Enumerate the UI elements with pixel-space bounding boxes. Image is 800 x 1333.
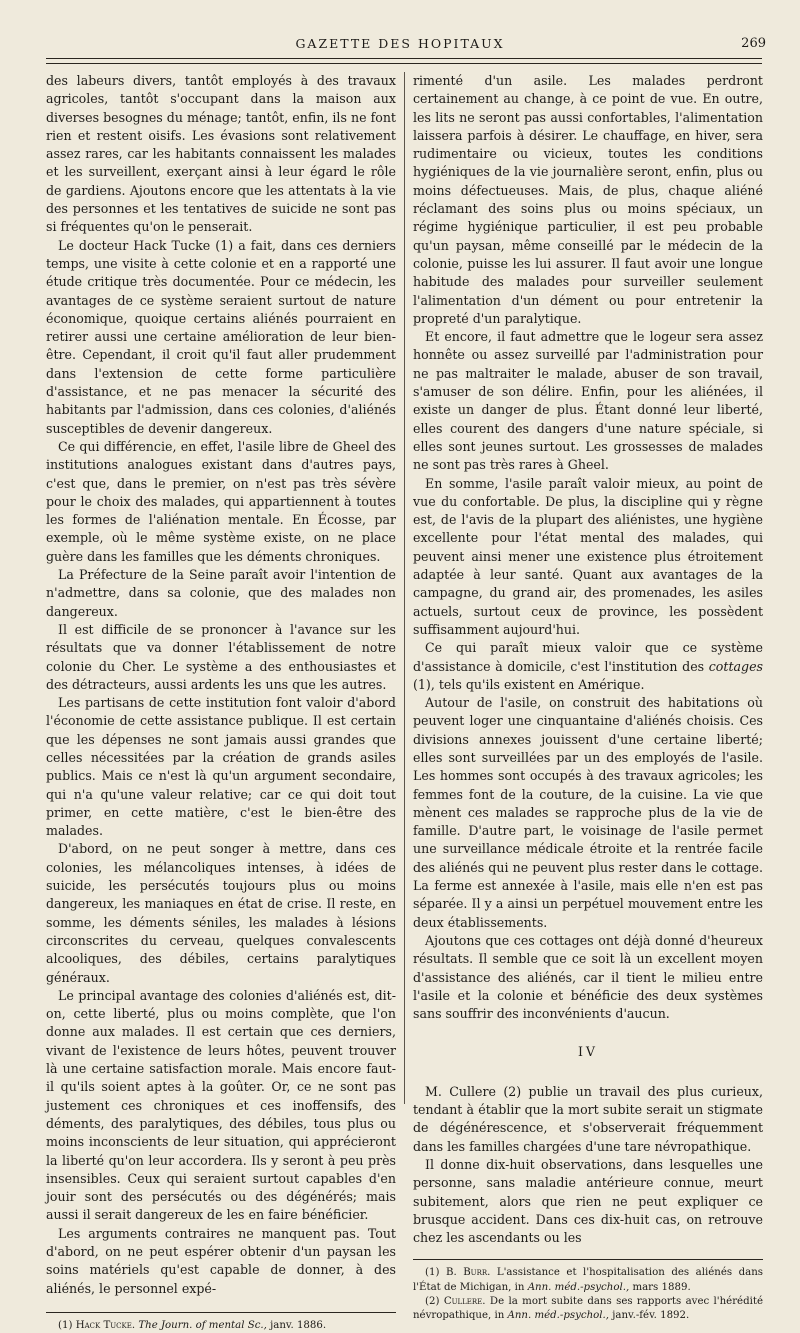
paragraph: Les partisans de cette institution font valoir d'abord l'économie de cette assistance publique. Il est certain que les dépenses ne sont jamais aussi grandes que celles nécessitées par la création de grands asiles publics. Mais ce n'est là qu'un argument secondaire, qui n'a qu'une valeur relative; car ce qui doit tout primer, en cette matière, c'est le bien-être des malades. <box>46 695 396 839</box>
footnote-author: B. Burr. <box>445 1267 491 1279</box>
running-head <box>0 36 800 56</box>
header-double-rule <box>46 58 762 64</box>
left-column <box>46 72 396 1333</box>
paragraph: Et encore, il faut admettre que le logeur sera assez honnête ou assez surveillé par l'administration pour ne pas maltraiter le malade, abuser de son travail, s'amuser de son délire. Enfin, pour les aliénées, il existe un danger de plus. Étant donné leur liberté, elles courent des dangers d'une nature spéciale, si elles sont jeunes surtout. Les grossesses de malades ne sont pas très rares à Gheel. <box>413 329 763 473</box>
footnote-marker: (1) <box>425 1267 440 1279</box>
paragraph: des labeurs divers, tantôt employés à des travaux agricoles, tantôt s'occupant dans la maison aux diverses besognes du ménage; tantôt, enfin, ils ne font rien et restent oisifs. Les évasions sont relativement assez rares, car les habitants connaissent les malades et les surveillent, exerçant ainsi à leur égard le rôle de gardiens. Ajoutons encore que les attentats à la vie des personnes et les tentatives de suicide ne sont pas si fréquentes qu'on le penserait. <box>46 73 396 235</box>
footnote-date: janv.-fév. 1892. <box>609 1310 690 1322</box>
running-title: GAZETTE DES HOPITAUX <box>295 36 505 51</box>
paragraph: M. Cullere (2) publie un travail des plus curieux, tendant à établir que la mort subite serait un stigmate de dégénérescence, et s'observerait fréquemment dans les familles chargées d'une tare névropathique. <box>413 1083 763 1154</box>
footnote-source: Ann. méd.-psychol., <box>507 1310 610 1322</box>
footnote-marker: (1) <box>58 1319 73 1331</box>
page-number: 269 <box>741 36 766 51</box>
paragraph: En somme, l'asile paraît valoir mieux, au point de vue du confortable. De plus, la discipline qui y règne est, de l'avis de la plupart des aliénistes, une hygiène excellente pour l'état mental des malades, qui peuvent ainsi mener une existence plus étroitement adaptée à leur santé. Quant aux avantages de la campagne, du grand air, des promenades, les asiles actuels, surtout ceux de province, les possèdent suffisamment aujourd'hui. <box>413 475 763 637</box>
italic-term: cottages <box>708 658 763 674</box>
footnotes <box>413 1266 763 1323</box>
footnote-text: De la mort subite dans ses rapports avec l'hérédité névropathique, in <box>413 1295 763 1322</box>
footnote-marker: (2) <box>425 1295 440 1307</box>
footnote-author: Cullere. <box>443 1295 486 1307</box>
paragraph: rimenté d'un asile. Les malades perdront certainement au change, à ce point de vue. En outre, les lits ne seront pas aussi confortables, l'alimentation laissera parfois à désirer. Le chauffage, en hiver, sera rudimentaire ou vicieux, toutes les conditions hygiéniques de la vie journalière seront, enfin, plus ou moins défectueuses. Mais, de plus, chaque aliéné réclamant des soins plus ou moins spéciaux, un régime hygiénique particulier, il est peu probable qu'un paysan, même conseillé par le médecin de la colonie, puisse les lui assurer. Il faut avoir une longue habitude des malades pour surveiller seulement l'alimentation d'un dément ou pour entretenir la propreté d'un paralytique. <box>413 73 763 326</box>
paragraph: Le principal avantage des colonies d'aliénés est, dit-on, cette liberté, plus ou moins complète, que l'on donne aux malades. Il est certain que ces derniers, vivant de l'existence de leurs hôtes, peuvent trouver là une certaine satisfaction morale. Mais encore faut-il qu'ils soient aptes à la goûter. Or, ce ne sont pas justement ces chroniques et ces inoffensifs, des déments, des paralytiques, des débiles, tous plus ou moins inconscients de leur situation, qui apprécieront la liberté qu'on leur accordera. Ils y seront à peu près insensibles. Ceux qui seraient surtout capables d'en jouir sont des persécutés ou des dégénérés; mais aussi il serait dangereux de les en faire bénéficier. <box>46 987 396 1223</box>
footnote <box>413 1295 763 1323</box>
footnote-rule <box>413 1259 763 1260</box>
footnote <box>413 1266 763 1294</box>
footnote-source: The Journ. of mental Sc., <box>138 1319 267 1331</box>
paragraph: Les arguments contraires ne manquent pas. Tout d'abord, on ne peut espérer obtenir d'un paysan les soins matériels qu'est capable de donner, à des aliénés, le personnel expé- <box>46 1225 396 1296</box>
paragraph: Il donne dix-huit observations, dans lesquelles une personne, sans maladie antérieure connue, meurt subitement, alors que rien ne peut expliquer ce brusque accident. Dans ces dix-huit cas, on retrouve chez les ascendants ou les <box>413 1156 763 1246</box>
footnote-text: L'assistance et l'hospitalisation des aliénés dans l'État de Michigan, in <box>413 1267 763 1293</box>
paragraph: D'abord, on ne peut songer à mettre, dans ces colonies, les mélancoliques intenses, à idées de suicide, les persécutés toujours plus ou moins dangereux, les maniaques en état de crise. Il reste, en somme, les déments séniles, les malades à lésions circonscrites du cerveau, quelques convalescents alcooliques, des débiles, certains paralytiques généraux. <box>46 841 396 985</box>
right-column <box>413 72 763 1323</box>
paragraph: Autour de l'asile, on construit des habitations où peuvent loger une cinquantaine d'aliénés choisis. Ces divisions annexes jouissent d'une certaine liberté; elles sont surveillées par un des employés de l'asile. Les hommes sont occupés à des travaux agricoles; les femmes font de la couture, de la cuisine. La vie que mènent ces malades se rapproche plus de la vie de famille. D'autre part, le voisinage de l'asile permet une surveillance médicale étroite et la rentrée facile des aliénés qui ne peuvent plus rester dans le cottage. La ferme est annexée à l'asile, mais elle n'en est pas séparée. Il y a ainsi un perpétuel mouvement entre les deux établissements. <box>413 695 763 930</box>
footnote-rule <box>46 1312 396 1313</box>
footnote-date: mars 1889. <box>629 1281 691 1293</box>
footnote-author: Hack Tucke. <box>75 1319 136 1331</box>
paragraph <box>413 639 763 694</box>
footnote-date: janv. 1886. <box>270 1319 327 1331</box>
footnotes <box>46 1319 396 1333</box>
paragraph-text: (1), tels qu'ils existent en Amérique. <box>413 676 645 692</box>
column-divider <box>404 72 405 1104</box>
paragraph: Le docteur Hack Tucke (1) a fait, dans ces derniers temps, une visite à cette colonie et en a rapporté une étude critique très documentée. Pour ce médecin, les avantages de ce système seraient surtout de nature économique, quoique certains aliénés pourraient en retirer aussi une certaine amélioration de leur bien-être. Cependant, il croit qu'il faut aller prudemment dans l'extension de cette forme particulière d'assistance, et ne pas menacer la sécurité des habitants par l'admission, dans ces colonies, d'aliénés susceptibles de devenir dangereux. <box>46 237 396 436</box>
paragraph: Ce qui différencie, en effet, l'asile libre de Gheel des institutions analogues existant dans d'autres pays, c'est que, dans le premier, on n'est pas très sévère pour le choix des malades, qui appartiennent à toutes les formes de l'aliénation mentale. En Écosse, par exemple, où le même système existe, on ne place guère dans les familles que les déments chroniques. <box>46 438 396 564</box>
footnote-source: Ann. méd.-psychol., <box>527 1281 630 1293</box>
footnote <box>46 1319 396 1333</box>
paragraph: La Préfecture de la Seine paraît avoir l'intention de n'admettre, dans sa colonie, que des malades non dangereux. <box>46 567 396 619</box>
paragraph: Ajoutons que ces cottages ont déjà donné d'heureux résultats. Il semble que ce soit là un excellent moyen d'assistance des aliénés, car il tient le milieu entre l'asile et la colonie et bénéficie des deux systèmes sans souffrir des inconvénients d'aucun. <box>413 932 763 1022</box>
paragraph-text: Ce qui paraît mieux valoir que ce système d'assistance à domicile, c'est l'institution des <box>413 640 763 674</box>
paragraph: Il est difficile de se prononcer à l'avance sur les résultats que va donner l'établissement de notre colonie du Cher. Le système a des enthousiastes et des détracteurs, aussi ardents les uns que les autres. <box>46 621 396 692</box>
section-heading: IV <box>577 1044 599 1060</box>
